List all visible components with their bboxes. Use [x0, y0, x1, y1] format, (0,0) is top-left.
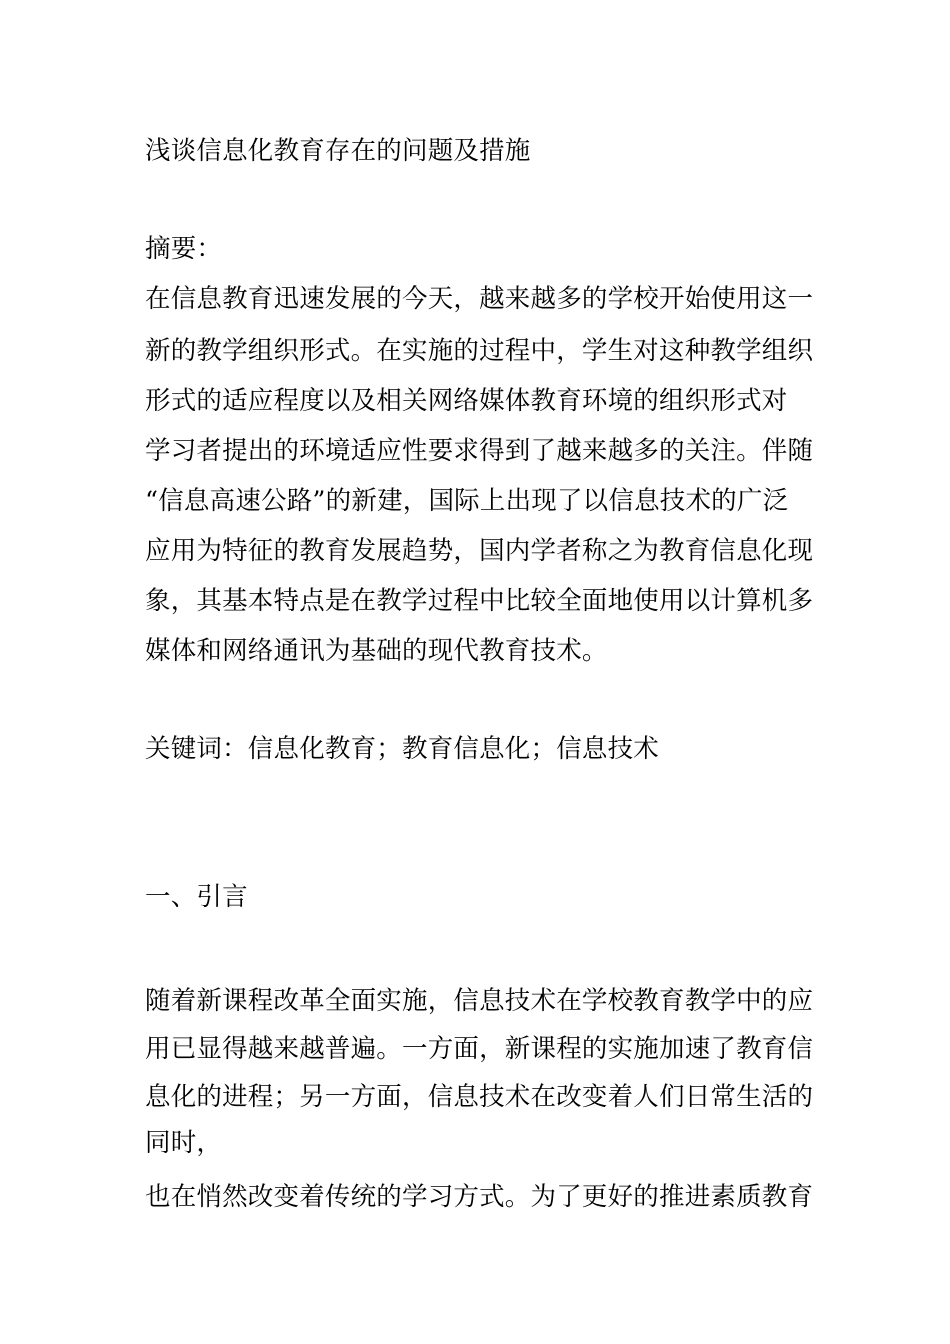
abstract-heading: 摘要： [145, 234, 223, 264]
abstract-line: 在信息教育迅速发展的今天，越来越多的学校开始使用这一 [145, 284, 814, 314]
abstract-line: 新的教学组织形式。在实施的过程中，学生对这种教学组织 [145, 336, 814, 366]
intro-line: 也在悄然改变着传统的学习方式。为了更好的推进素质教育 [145, 1182, 814, 1212]
abstract-line: 媒体和网络通讯为基础的现代教育技术。 [145, 636, 608, 666]
keywords-line: 关键词：信息化教育；教育信息化；信息技术 [145, 734, 660, 764]
abstract-line: 形式的适应程度以及相关网络媒体教育环境的组织形式对 [145, 386, 788, 416]
abstract-line: 象，其基本特点是在教学过程中比较全面地使用以计算机多 [145, 586, 814, 616]
abstract-line: 应用为特征的教育发展趋势，国内学者称之为教育信息化现 [145, 536, 814, 566]
intro-line: 息化的进程；另一方面，信息技术在改变着人们日常生活的 [145, 1082, 814, 1112]
section-heading: 一、引言 [145, 882, 248, 912]
intro-line: 同时， [145, 1128, 223, 1158]
intro-line: 用已显得越来越普遍。一方面，新课程的实施加速了教育信 [145, 1034, 814, 1064]
intro-line: 随着新课程改革全面实施，信息技术在学校教育教学中的应 [145, 986, 814, 1016]
abstract-line: 学习者提出的环境适应性要求得到了越来越多的关注。伴随 [145, 436, 814, 466]
document-title: 浅谈信息化教育存在的问题及措施 [145, 136, 531, 166]
abstract-line: “信息高速公路”的新建，国际上出现了以信息技术的广泛 [145, 486, 789, 516]
